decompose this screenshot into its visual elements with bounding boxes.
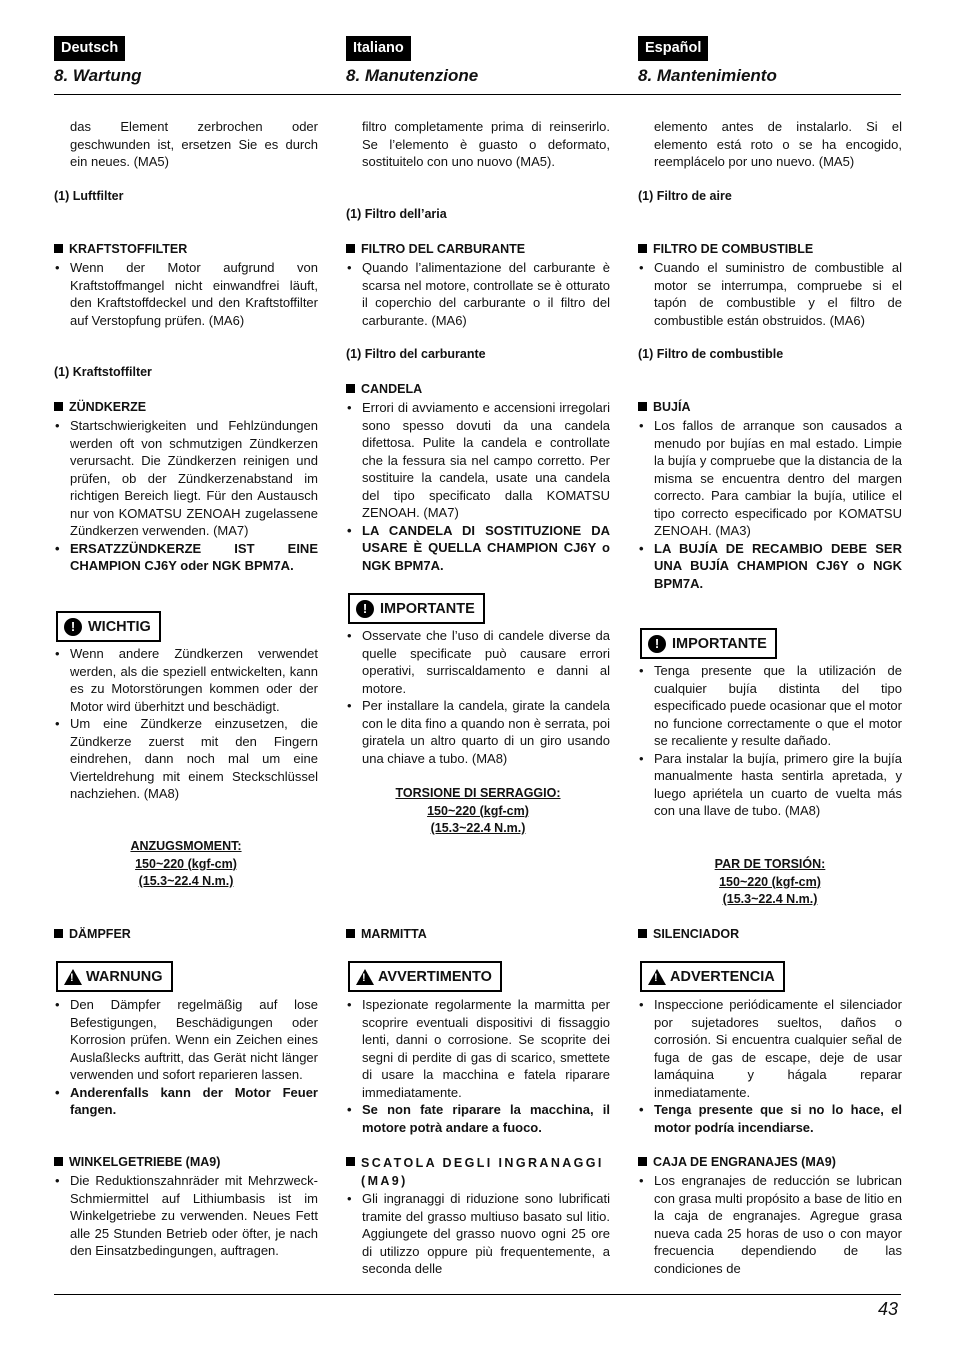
square-bullet-icon <box>54 402 63 411</box>
warning-triangle-icon: ! <box>356 969 374 985</box>
section-heading: MARMITTA <box>346 927 427 941</box>
warning-triangle-icon: ! <box>648 969 666 985</box>
list-item: • Den Dämpfer regelmäßig auf lose Befestigungen, Beschädigungen oder Korrosion prüfen. Wenn ein Zeichen eines Auslaßlecks auftritt, das Gerät nicht länger verwenden und sofort reparieren lassen. <box>54 996 318 1084</box>
list-item: • Ispezionate regolarmente la marmitta per scoprire eventuali dispositivi di fissaggio lenti, danni o corrosione. Se scoprite dei segni di perdite di gas di scarico, smettete di usare la macchina e fatela riparare immediatamente. <box>346 996 610 1101</box>
subcaption: (1) Filtro de aire <box>638 189 732 203</box>
list-item: • Um eine Zündkerze einzusetzen, die Zündkerze zuerst mit den Fingern eindrehen, dann noch mal um eine Vierteldrehung mit einem Steckschlüssel nachziehen. (MA8) <box>54 715 318 803</box>
caution-box: ! WICHTIG <box>56 611 161 642</box>
list-item: • Tenga presente que la utilización de cualquier bujía distinta del tipo especificado puede ocasionar que el motor no funcione correctamente o que el motor se recaliente y resulte dañado. <box>638 662 902 750</box>
subcaption: (1) Kraftstoffilter <box>54 365 152 379</box>
exclamation-icon: ! <box>356 600 374 618</box>
section-heading: DÄMPFER <box>54 927 131 941</box>
caution-box: ! IMPORTANTE <box>640 628 777 659</box>
list-item: • Inspeccione periódicamente el silenciador por sujetadores sueltos, daños o corrosión. Si encuentra cualquier señal de fuga de gas de escape, deje de usar lamáquina y hágala reparar inmediatamente. <box>638 996 902 1101</box>
square-bullet-icon <box>346 1157 355 1166</box>
subcaption: (1) Filtro dell’aria <box>346 207 447 221</box>
page-number: 43 <box>877 1299 898 1319</box>
section-heading: SCATOLA DEGLI INGRANAGGI (MA9) <box>346 1155 610 1190</box>
header-rule <box>54 94 901 95</box>
list-item: • Gli ingranaggi di riduzione sono lubrificati tramite del grasso multiuso basato sul litio. Aggiungete del grasso nuovo ogni 25 ore di utilizzo oppure più frequentemente, a seconda delle <box>346 1190 610 1278</box>
square-bullet-icon <box>346 244 355 253</box>
section-heading: SILENCIADOR <box>638 927 739 941</box>
footer-rule <box>54 1294 901 1295</box>
bullet-list <box>638 662 902 820</box>
list-item: • LA BUJÍA DE RECAMBIO DEBE SER UNA BUJÍA CHAMPION CJ6Y o NGK BPM7A. <box>638 540 902 593</box>
list-item: • Quando l’alimentazione del carburante è scarsa nel motore, controllate se è otturato il coperchio del carburante o il filtro del carburante. (MA6) <box>346 259 610 329</box>
bullet-list <box>638 1172 902 1277</box>
list-item: • Wenn andere Zündkerzen verwendet werden, als die speziell entwickelten, kann es zu Motorstörungen kommen oder der Motor wird überhitzt und beschädigt. <box>54 645 318 715</box>
list-item: • Startschwierigkeiten und Fehlzündungen werden oft von schmutzigen Zündkerzen verursacht. Die Zündkerzen reinigen und prüfen, ob der Zündkerzenabstand im richtigen Bereich liegt. Für den Austausch nur von KOMATSU ZENOAH zugelassene Zündkerzen verwenden. (MA7) <box>54 417 318 540</box>
language-label: Español <box>638 36 708 61</box>
warning-box: ! WARNUNG <box>56 961 173 992</box>
list-item: • Se non fate riparare la macchina, il motore potrà andare a fuoco. <box>346 1101 610 1136</box>
list-item: • ERSATZZÜNDKERZE IST EINE CHAMPION CJ6Y oder NGK BPM7A. <box>54 540 318 575</box>
bullet-list <box>54 417 318 575</box>
bullet-list <box>346 1190 610 1278</box>
list-item: • Los engranajes de reducción se lubrican con grasa multi propósito a base de litio en la caja de engranajes. Agregue grasa nueva cada 25 horas de uso o con mayor frecuencia dependiendo de las condiciones de <box>638 1172 902 1277</box>
bullet-list <box>638 996 902 1136</box>
bullet-list <box>54 259 318 329</box>
list-item: • Per installare la candela, girate la candela con le dita fino a quando non è serrata, poi giratela un altro quarto di un giro usando una chiave a tubo. (MA8) <box>346 697 610 767</box>
intro-text: filtro completamente prima di reinserirlo. Se l’elemento è guasto o deformato, sostituitelo con uno nuovo (MA5). <box>362 119 610 169</box>
subcaption: (1) Filtro del carburante <box>346 347 486 361</box>
section-title: 8. Manutenzione <box>346 66 479 85</box>
exclamation-icon: ! <box>64 618 82 636</box>
square-bullet-icon <box>638 1157 647 1166</box>
square-bullet-icon <box>346 929 355 938</box>
section-heading: CANDELA <box>346 382 422 396</box>
list-item: • Tenga presente que si no lo hace, el motor podría incendiarse. <box>638 1101 902 1136</box>
warning-box: ! AVVERTIMENTO <box>348 961 502 992</box>
list-item: • Osservate che l’uso di candele diverse da quelle specificate può causare errori operativi, surriscaldamento e danni al motore. <box>346 627 610 697</box>
square-bullet-icon <box>346 384 355 393</box>
language-label: Italiano <box>346 36 411 61</box>
bullet-list <box>54 645 318 803</box>
bullet-list <box>54 996 318 1119</box>
bullet-list <box>346 627 610 767</box>
list-item: • Anderenfalls kann der Motor Feuer fangen. <box>54 1084 318 1119</box>
square-bullet-icon <box>638 244 647 253</box>
intro-text: elemento antes de instalarlo. Si el elemento está roto o se ha encogido, reemplácelo por uno nuevo. (MA5) <box>654 119 902 169</box>
square-bullet-icon <box>638 929 647 938</box>
bullet-list <box>638 259 902 329</box>
torque-spec: TORSIONE DI SERRAGGIO: 150~220 (kgf-cm) (15.3~22.4 N.m.) <box>395 786 561 835</box>
language-label: Deutsch <box>54 36 125 61</box>
square-bullet-icon <box>54 1157 63 1166</box>
torque-spec: ANZUGSMOMENT: 150~220 (kgf-cm) (15.3~22.4 N.m.) <box>130 839 242 888</box>
square-bullet-icon <box>54 244 63 253</box>
section-heading: WINKELGETRIEBE (MA9) <box>54 1155 220 1169</box>
square-bullet-icon <box>638 402 647 411</box>
caution-box: ! IMPORTANTE <box>348 593 485 624</box>
section-heading: BUJÍA <box>638 400 691 414</box>
bullet-list <box>638 417 902 592</box>
list-item: • Errori di avviamento e accensioni irregolari sono spesso dovuti da una candela difettosa. Pulite la candela e controllate che la fessura sia nel campo corretto. Per sostituire la candela, usate una candela del tipo specificato dalla KOMATSU ZENOAH. (MA7) <box>346 399 610 522</box>
list-item: • Die Reduktionszahnräder mit Mehrzweck-Schmiermittel auf Lithiumbasis ist im Winkelgetriebe zu verwenden. Neues Fett alle 25 Stunden Betrieb oder öfter, je nach den Einsatzbedingungen, auftragen. <box>54 1172 318 1260</box>
section-heading: ZÜNDKERZE <box>54 400 146 414</box>
list-item: • Para instalar la bujía, primero gire la bujía manualmente hasta sentirla apretada, y luego apriétela un cuarto de vuelta más con una llave de tubo. (MA8) <box>638 750 902 820</box>
warning-triangle-icon: ! <box>64 969 82 985</box>
list-item: • Wenn der Motor aufgrund von Kraftstoffmangel nicht einwandfrei läuft, den Kraftstoffdeckel und den Kraftstoffilter auf Verstopfung prüfen. (MA6) <box>54 259 318 329</box>
section-heading: FILTRO DE COMBUSTIBLE <box>638 242 813 256</box>
column-header-italiano <box>346 36 610 87</box>
section-heading: FILTRO DEL CARBURANTE <box>346 242 525 256</box>
intro-text: das Element zerbrochen oder geschwunden ist, ersetzen Sie es durch ein neues. (MA5) <box>70 119 318 169</box>
section-heading: CAJA DE ENGRANAJES (MA9) <box>638 1155 836 1169</box>
section-title: 8. Wartung <box>54 66 142 85</box>
list-item: • Cuando el suministro de combustible al motor se interrumpa, compruebe si el tapón de combustible y el filtro de combustible están obstruidos. (MA6) <box>638 259 902 329</box>
list-item: • LA CANDELA DI SOSTITUZIONE DA USARE È QUELLA CHAMPION CJ6Y o NGK BPM7A. <box>346 522 610 575</box>
section-title: 8. Mantenimiento <box>638 66 777 85</box>
section-heading: KRAFTSTOFFILTER <box>54 242 187 256</box>
torque-spec: PAR DE TORSIÓN: 150~220 (kgf-cm) (15.3~22.4 N.m.) <box>714 857 826 906</box>
warning-box: ! ADVERTENCIA <box>640 961 785 992</box>
bullet-list <box>54 1172 318 1260</box>
column-header-deutsch <box>54 36 318 87</box>
square-bullet-icon <box>54 929 63 938</box>
subcaption: (1) Luftfilter <box>54 189 124 203</box>
column-header-espanol <box>638 36 902 87</box>
bullet-list <box>346 399 610 574</box>
bullet-list <box>346 996 610 1136</box>
subcaption: (1) Filtro de combustible <box>638 347 784 361</box>
list-item: • Los fallos de arranque son causados a menudo por bujías en mal estado. Limpie la bujía y compruebe que la distancia de la misma se encuentra dentro del margen correcto. Para cambiar la bujía, utilice el tipo correcto especificado por KOMATSU ZENOAH. (MA3) <box>638 417 902 540</box>
exclamation-icon: ! <box>648 635 666 653</box>
bullet-list <box>346 259 610 329</box>
